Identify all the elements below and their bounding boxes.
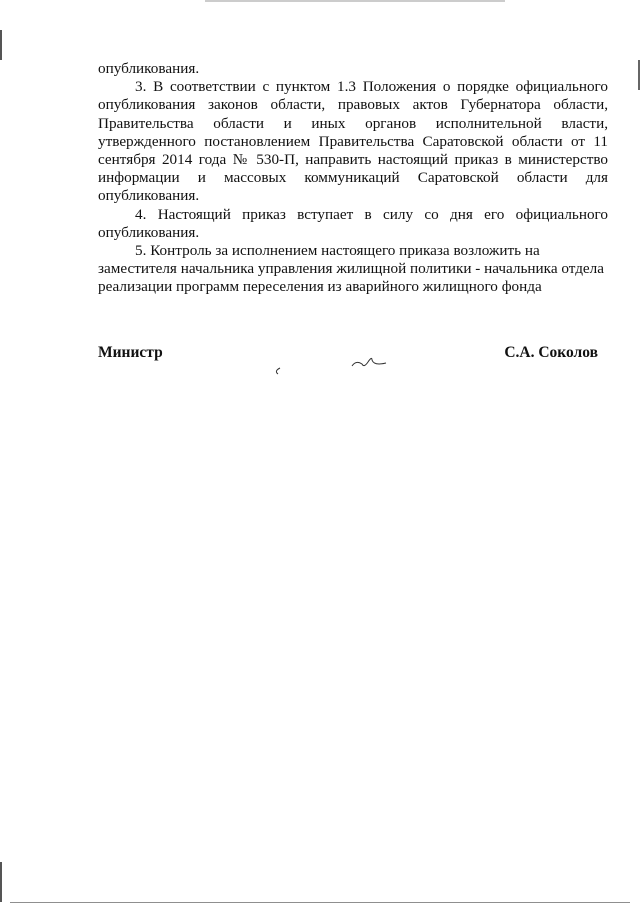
paragraph-5: 5. Контроль за исполнением настоящего приказа возложить на заместителя начальника управления жилищной политики - начальника отдела реализации программ переселения из аварийного жилищного фонда <box>98 242 604 296</box>
paragraph-3: 3. В соответствии с пунктом 1.3 Положения о порядке официального опубликования законов области, правовых актов Губернатора области, Правительства области и иных органов исполнительной власти, утвержденного постановлением Правительства Саратовской области от 11 сентября 2014 года № 530-П, направить настоящий приказ в министерство информации и массовых коммуникаций Саратовской области для опубликования. <box>98 78 608 205</box>
signatory-name: С.А. Соколов <box>504 344 598 361</box>
handwritten-signature <box>268 348 398 388</box>
document-body <box>98 60 608 297</box>
signatory-title: Министр <box>98 344 163 361</box>
paragraph-continuation: опубликования. <box>98 60 200 77</box>
scan-artifact-top <box>205 0 505 2</box>
scan-artifact-left-bottom <box>0 862 2 902</box>
paragraph-4: 4. Настоящий приказ вступает в силу со дня его официального опубликования. <box>98 205 608 241</box>
scan-artifact-bottom <box>10 902 630 903</box>
scan-artifact-left <box>0 30 2 60</box>
